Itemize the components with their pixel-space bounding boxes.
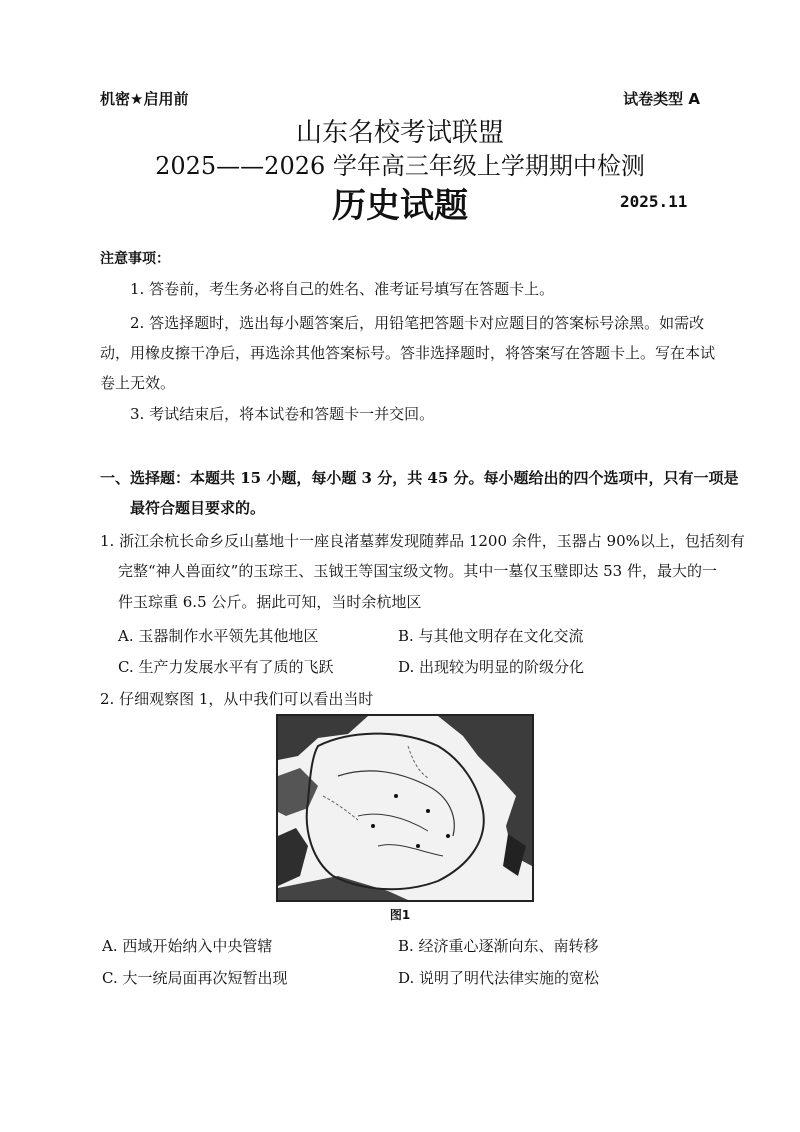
map-city-dot (426, 809, 430, 813)
q1-stem-line-2: 完整“神人兽面纹”的玉琮王、玉钺王等国宝级文物。其中一墓仅玉璧即达 53 件，最大的一 (118, 562, 717, 580)
notice-item-2-line-2: 动，用橡皮擦干净后，再选涂其他答案标号。答非选择题时，将答案写在答题卡上。写在本试 (100, 344, 716, 362)
q1-option-b: B. 与其他文明存在文化交流 (398, 627, 584, 645)
confidential-label: 机密★启用前 (100, 90, 189, 108)
notice-heading: 注意事项： (100, 251, 170, 267)
map-city-dot (446, 834, 450, 838)
historical-map-figure (276, 714, 534, 902)
notice-item-2-line-1: 2. 答选择题时，选出每小题答案后，用铅笔把答题卡对应题目的答案标号涂黑。如需改 (130, 314, 705, 332)
exam-date: 2025.11 (620, 192, 688, 211)
section-heading-line-1: 一、选择题：本题共 15 小题，每小题 3 分，共 45 分。每小题给出的四个选项中，只有一项是 (100, 469, 739, 487)
notice-item-2-line-3: 卷上无效。 (100, 374, 176, 392)
paper-type: 试卷类型 A (623, 90, 700, 108)
map-drawing (278, 716, 532, 900)
map-city-dot (371, 824, 375, 828)
q1-stem-line-3: 件玉琮重 6.5 公斤。据此可知，当时余杭地区 (118, 593, 422, 611)
q2-stem: 2. 仔细观察图 1，从中我们可以看出当时 (100, 690, 374, 708)
q1-stem-line-1: 1. 浙江余杭长命乡反山墓地十一座良渚墓葬发现随葬品 1200 余件，玉器占 90%以上，包括刻有 (100, 532, 745, 550)
notice-item-3: 3. 考试结束后，将本试卷和答题卡一并交回。 (130, 405, 435, 423)
q2-option-d: D. 说明了明代法律实施的宽松 (398, 969, 600, 987)
map-city-dot (394, 794, 398, 798)
subject-title: 历史试题 (332, 186, 468, 226)
q1-option-a: A. 玉器制作水平领先其他地区 (118, 627, 319, 645)
figure-caption: 图1 (389, 908, 411, 922)
q1-option-d: D. 出现较为明显的阶级分化 (398, 658, 585, 676)
q1-option-c: C. 生产力发展水平有了质的飞跃 (118, 658, 334, 676)
map-city-dot (416, 844, 420, 848)
exam-term-title: 2025——2026 学年高三年级上学期期中检测 (155, 152, 645, 180)
q2-option-b: B. 经济重心逐渐向东、南转移 (398, 937, 599, 955)
q2-option-a: A. 西域开始纳入中央管辖 (102, 937, 273, 955)
exam-union-title: 山东名校考试联盟 (295, 118, 504, 148)
q2-option-c: C. 大一统局面再次短暂出现 (102, 969, 288, 987)
section-heading-line-2: 最符合题目要求的。 (130, 499, 266, 517)
notice-item-1: 1. 答卷前，考生务必将自己的姓名、准考证号填写在答题卡上。 (130, 280, 555, 298)
